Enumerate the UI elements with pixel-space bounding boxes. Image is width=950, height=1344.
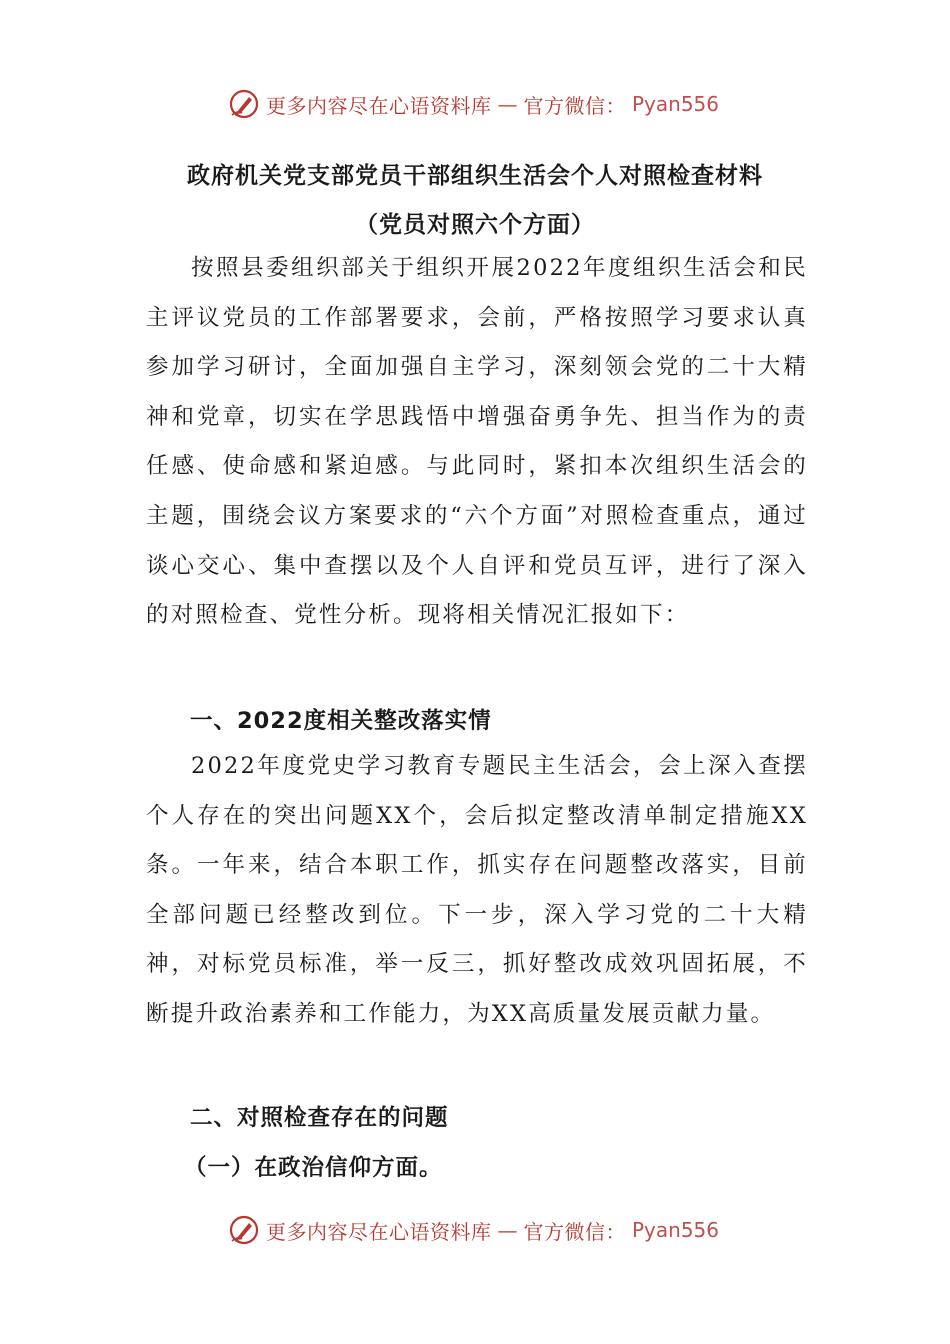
watermark-text: 更多内容尽在心语资料库	[266, 1219, 492, 1244]
watermark-official-label: 官方微信：	[523, 93, 626, 118]
watermark-handle: Pyan556	[632, 1218, 720, 1242]
section-heading-2: 二、对照检查存在的问题	[190, 1105, 449, 1131]
watermark-text: 更多内容尽在心语资料库	[266, 93, 492, 118]
section-1-paragraph: 2022年度党史学习教育专题民主生活会，会上深入查摆个人存在的突出问题XX个，会后拟定整改清单制定措施XX条。一年来，结合本职工作，抓实存在问题整改落实，目前全部问题已经整改到位。下一步，深入学习党的二十大精神，对标党员标准，举一反三，抓好整改成效巩固拓展，不断提升政治素养和工作能力，为XX高质量发展贡献力量。	[146, 753, 808, 1027]
subsection-heading-1: （一）在政治信仰方面。	[184, 1155, 443, 1181]
watermark-footer	[228, 1213, 719, 1247]
watermark-official-label: 官方微信：	[523, 1219, 626, 1244]
watermark-dash: —	[497, 1218, 518, 1242]
watermark-header	[228, 87, 719, 121]
document-subtitle: （党员对照六个方面）	[355, 212, 595, 238]
section-heading-1: 一、2022度相关整改落实情	[190, 708, 492, 734]
intro-paragraph: 按照县委组织部关于组织开展2022年度组织生活会和民主评议党员的工作部署要求，会前，严格按照学习要求认真参加学习研讨，全面加强自主学习，深刻领会党的二十大精神和党章，切实在学思践悟中增强奋勇争先、担当作为的责任感、使命感和紧迫感。与此同时，紧扣本次组织生活会的主题，围绕会议方案要求的“六个方面”对照检查重点，通过谈心交心、集中查摆以及个人自评和党员互评，进行了深入的对照检查、党性分析。现将相关情况汇报如下：	[146, 255, 808, 629]
watermark-dash: —	[497, 92, 518, 116]
pen-logo-icon	[228, 1214, 260, 1246]
pen-logo-icon	[228, 88, 260, 120]
watermark-handle: Pyan556	[632, 92, 720, 116]
document-title: 政府机关党支部党员干部组织生活会个人对照检查材料	[187, 163, 763, 189]
